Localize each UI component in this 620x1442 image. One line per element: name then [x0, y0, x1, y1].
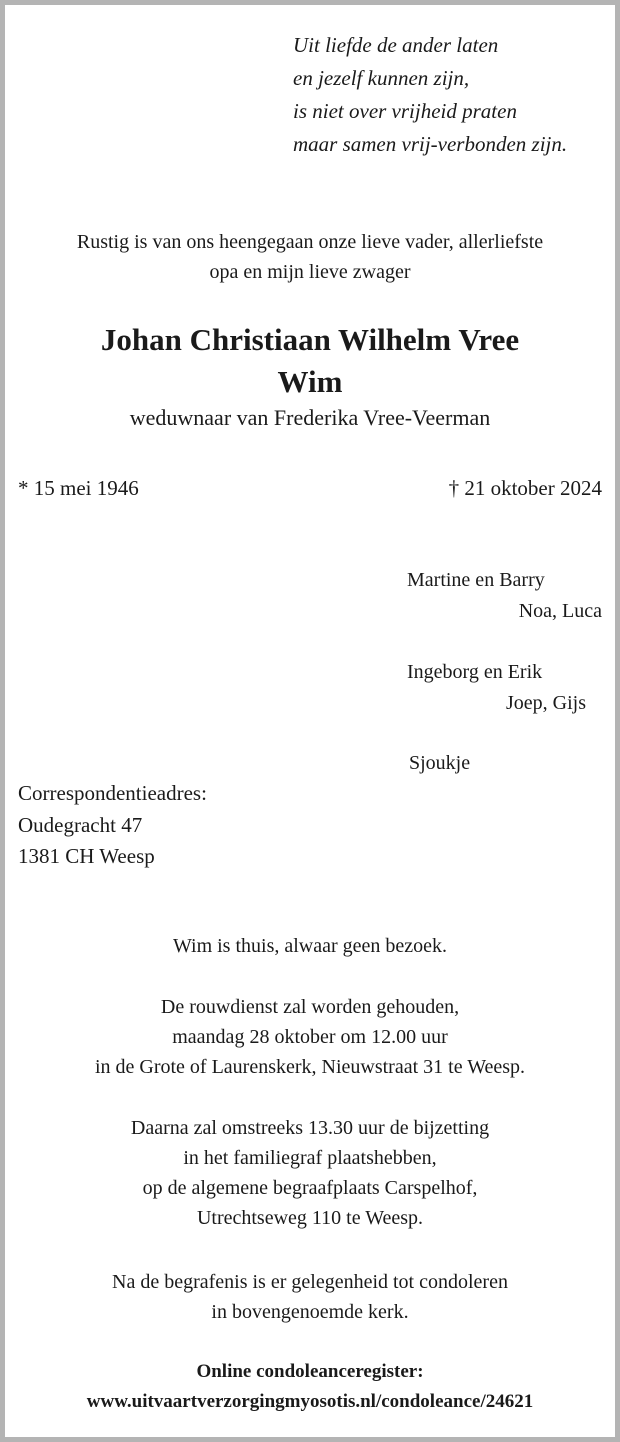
- full-name: Johan Christiaan Wilhelm Vree: [100, 322, 520, 357]
- visit-info: Wim is thuis, alwaar geen bezoek.: [172, 935, 448, 957]
- family-group-3: Sjoukje: [409, 752, 471, 774]
- poem-line: Uit liefde de ander laten: [293, 33, 499, 57]
- condolence-line: Na de begrafenis is er gelegenheid tot condoleren: [112, 1271, 508, 1293]
- poem-line: en jezelf kunnen zijn,: [293, 66, 470, 90]
- intro-line: opa en mijn lieve zwager: [209, 261, 411, 283]
- burial-info: [5, 1113, 615, 1233]
- deceased-name-block: [5, 319, 615, 403]
- correspondence-label: Correspondentieadres:: [18, 781, 207, 805]
- service-info: [5, 992, 615, 1082]
- birth-date: * 15 mei 1946: [18, 476, 139, 500]
- service-line: in de Grote of Laurenskerk, Nieuwstraat 31 te Weesp.: [94, 1056, 526, 1078]
- online-register-label: Online condoleanceregister:: [196, 1361, 424, 1382]
- death-date: † 21 oktober 2024: [448, 476, 602, 500]
- service-line: De rouwdienst zal worden gehouden,: [160, 996, 460, 1018]
- correspondence-city: 1381 CH Weesp: [18, 844, 155, 868]
- burial-line: in het familiegraf plaatshebben,: [183, 1147, 437, 1169]
- family-group-1-parents: Martine en Barry: [407, 569, 545, 591]
- burial-line: Daarna zal omstreeks 13.30 uur de bijzetting: [130, 1117, 490, 1139]
- condolence-line: in bovengenoemde kerk.: [211, 1301, 409, 1323]
- family-group-2-children: Joep, Gijs: [506, 692, 586, 714]
- nickname: Wim: [277, 364, 343, 399]
- family-group-1-children: Noa, Luca: [518, 600, 602, 622]
- online-register: [5, 1357, 615, 1417]
- intro-line: Rustig is van ons heengegaan onze lieve vader, allerliefste: [76, 231, 544, 253]
- family-group-2-parents: Ingeborg en Erik: [407, 661, 543, 683]
- widower-of: weduwnaar van Frederika Vree-Veerman: [129, 405, 491, 430]
- poem-line: maar samen vrij-verbonden zijn.: [293, 132, 568, 156]
- poem-line: is niet over vrijheid praten: [293, 99, 517, 123]
- condolence-info: [5, 1267, 615, 1327]
- service-line: maandag 28 oktober om 12.00 uur: [172, 1026, 448, 1048]
- online-register-url[interactable]: www.uitvaartverzorgingmyosotis.nl/condoleance/24621: [86, 1391, 534, 1412]
- burial-line: Utrechtseweg 110 te Weesp.: [196, 1207, 424, 1229]
- intro-text: [5, 227, 615, 287]
- poem: [293, 29, 567, 161]
- burial-line: op de algemene begraafplaats Carspelhof,: [142, 1177, 478, 1199]
- obituary-notice: [5, 5, 615, 1437]
- correspondence-street: Oudegracht 47: [18, 813, 143, 837]
